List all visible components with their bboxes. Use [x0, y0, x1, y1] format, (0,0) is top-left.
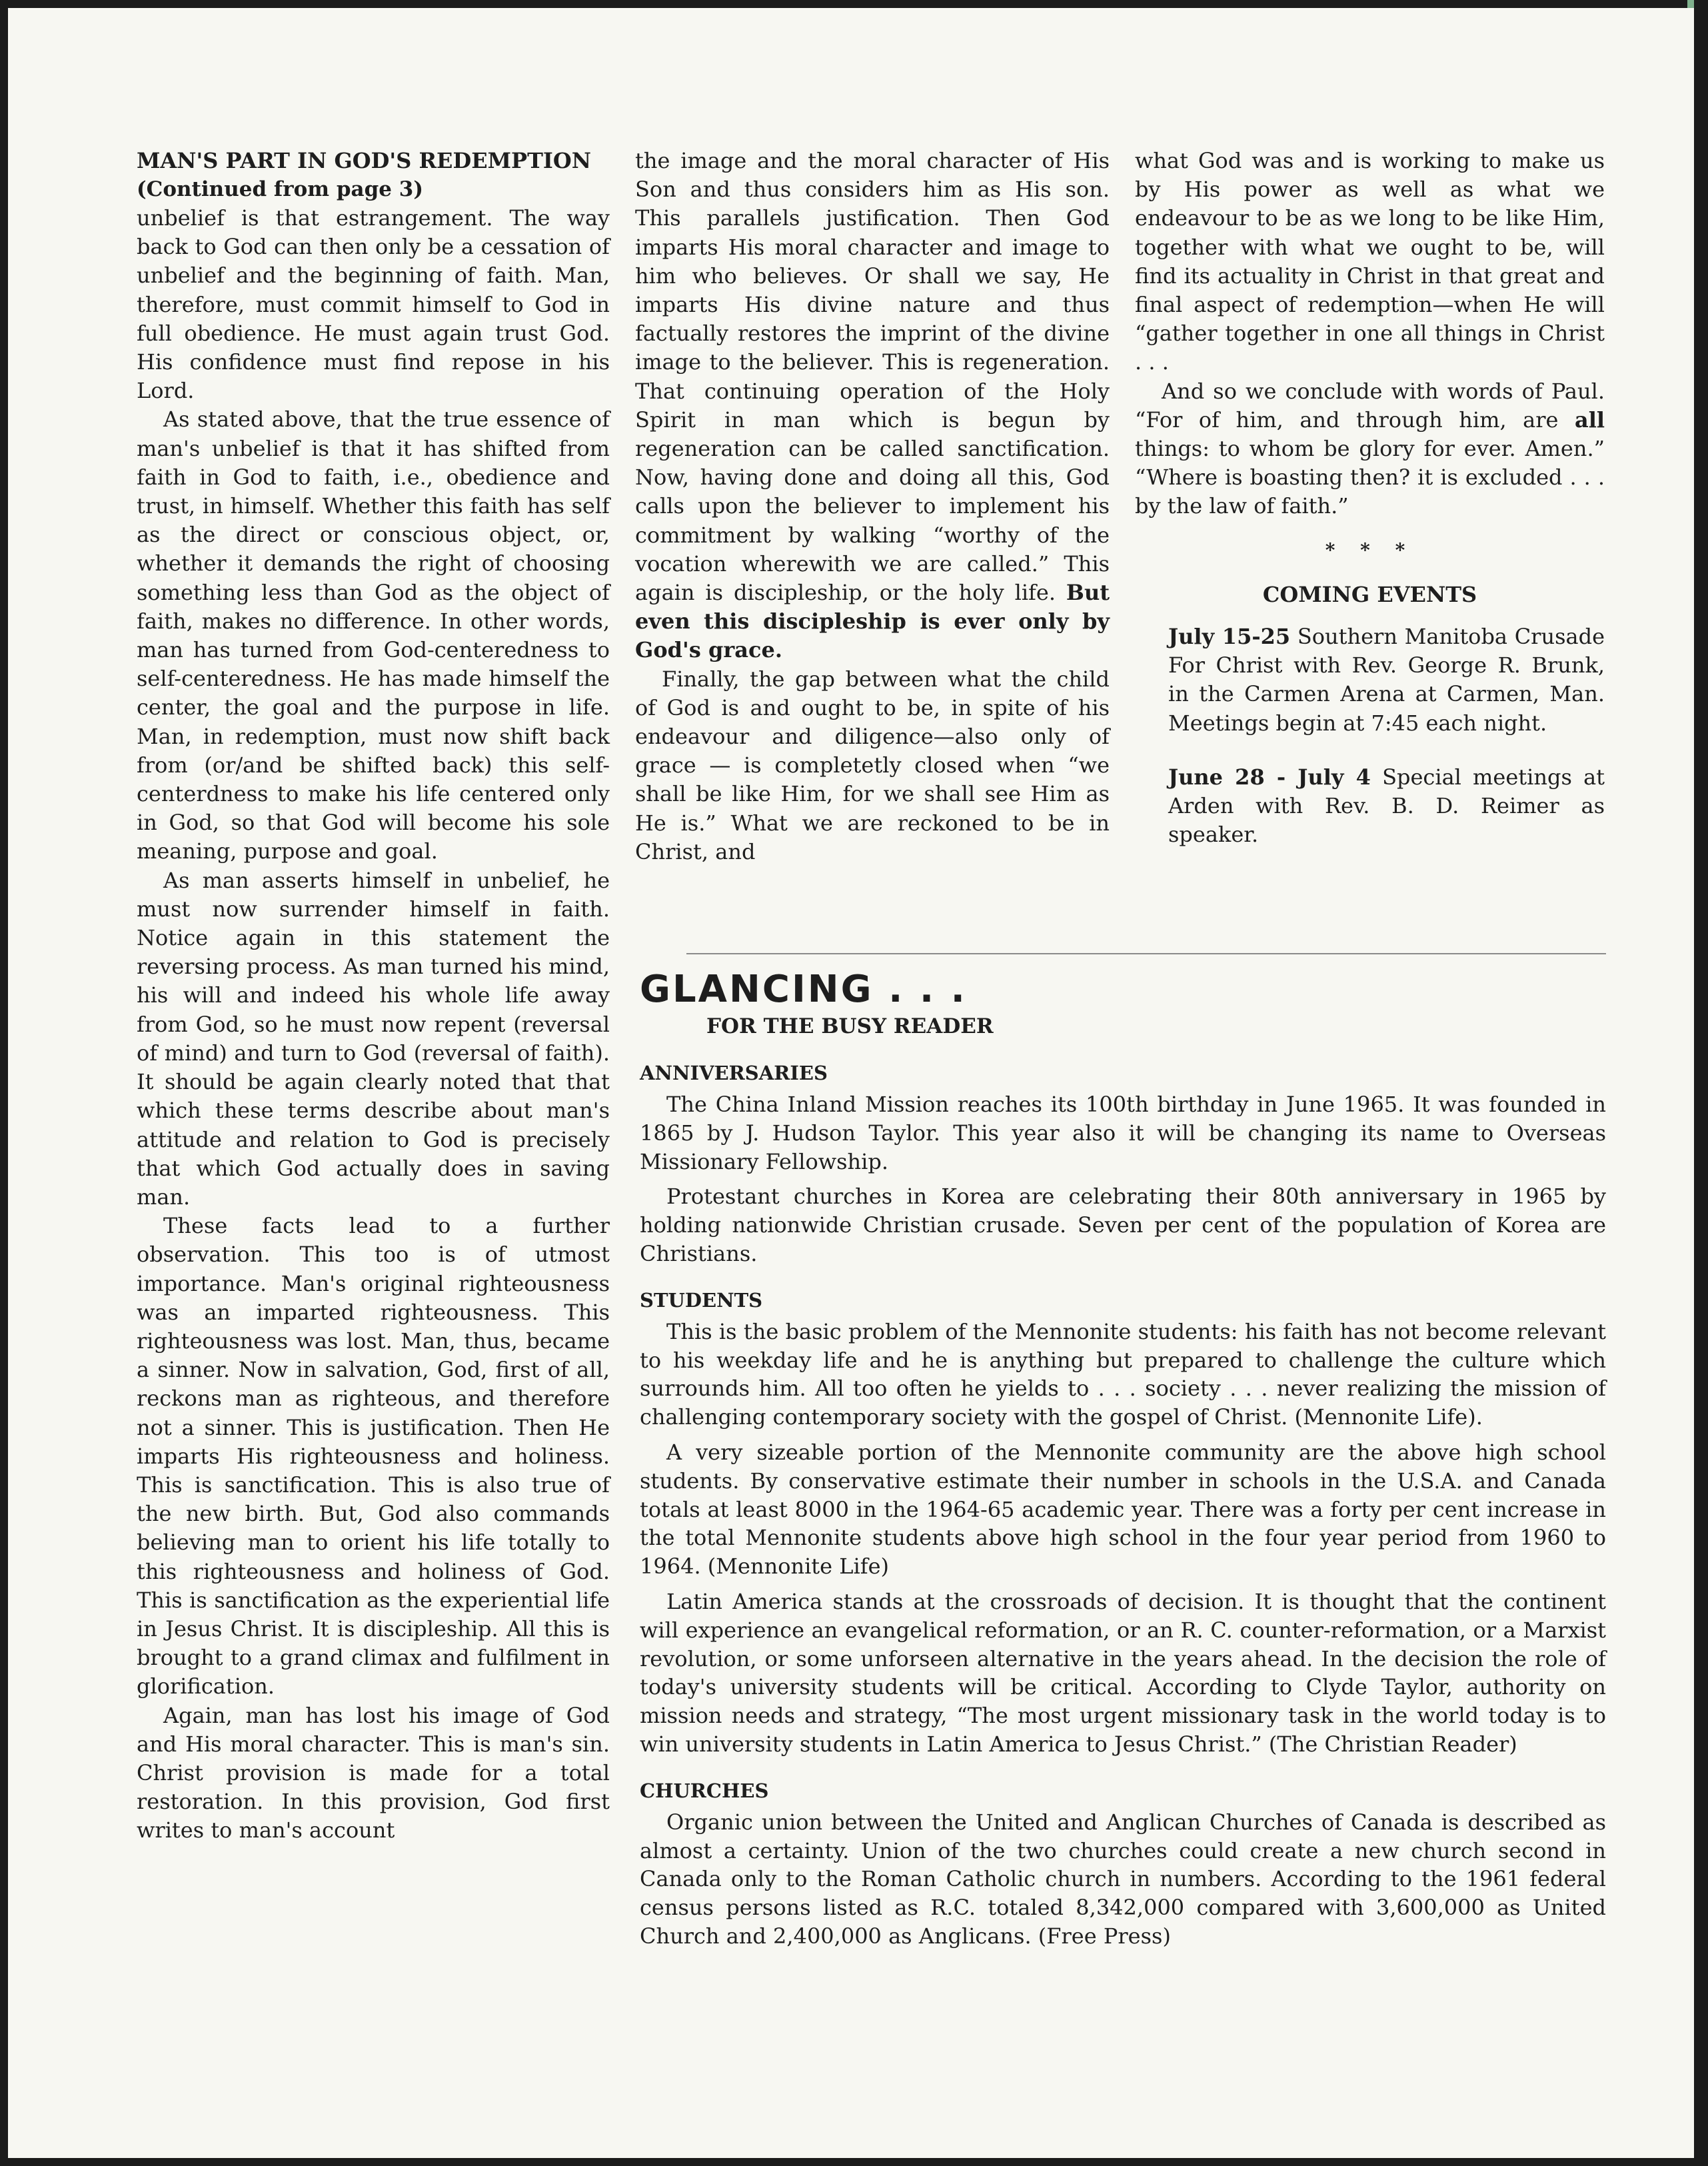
event-text: Special meetings at Arden with Rev. B. D. Reimer as speaker. [1168, 764, 1605, 848]
continued-note: (Continued from page 3) [137, 177, 424, 201]
article-paragraph: As man asserts himself in unbelief, he must now surrender himself in faith. Notice again in this statement the reversing process. As man turned his mind, his will and indeed his whole life away from God, so he must now repent (reversal of mind) and turn to God (reversal of faith). It should be again clearly noted that that which these terms describe about man's attitude and relation to God is precisely that which God actually does in saving man. [137, 867, 610, 1210]
section-paragraph: This is the basic problem of the Mennonite students: his faith has not become relevant to his weekday life and he is anything but prepared to challenge the culture which surrounds him. All too often he yields to . . . society . . . never realizing the mission of challenging contemporary society with the gospel of Christ. (Mennonite Life). [640, 1318, 1606, 1430]
section-paragraph: Latin America stands at the crossroads of decision. It is thought that the continent will experience an evangelical reformation, or an R. C. counter-reformation, or a Marxist revolution, or some unforseen alternative in the years ahead. In the decision the role of today's university students will be critical. According to Clyde Taylor, authority on mission needs and strategy, “The most urgent missionary task in the world today is to win university students in Latin America to Jesus Christ.” (The Christian Reader) [640, 1588, 1606, 1757]
section-paragraph: The China Inland Mission reaches its 100th birthday in June 1965. It was founded in 1865 by J. Hudson Taylor. This year also it will be changing its name to Overseas Missionary Fellowship. [640, 1092, 1606, 1174]
article-column-3 [1135, 147, 1605, 874]
article-emphasis: all [1574, 407, 1605, 433]
article-paragraph: Finally, the gap between what the child of God is and ought to be, in spite of his endeavour and diligence—also only of grace — is completetly closed when “we shall be like Him, for we shall see Him as He is.” What we are reckoned to be in Christ, and [635, 666, 1110, 864]
section-separator: * * * [1325, 539, 1415, 561]
section-heading: ANNIVERSARIES [640, 1062, 828, 1084]
article-paragraph: These facts lead to a further observation. This too is of utmost importance. Man's original righteousness was an imparted righteousness. This righteousness was lost. Man, thus, became a sinner. Now in salvation, God, first of all, reckons man as righteous, and therefore not a sinner. This is justification. Then He imparts His righteousness and holiness. This is sanctification. This is also true of the new birth. But, God also commands believing man to orient his life totally to this righteousness and holiness of God. This is sanctification as the experiential life in Jesus Christ. It is discipleship. All this is brought to a grand climax and fulfilment in glorification. [137, 1213, 610, 1699]
article-emphasis: But even this discipleship is ever only by God's grace. [635, 580, 1110, 663]
article-text: And so we conclude with words of Paul. “For of him, and through him, are [1135, 378, 1605, 433]
section-churches [640, 1777, 1606, 1951]
section-anniversaries [640, 1060, 1606, 1268]
section-students [640, 1287, 1606, 1759]
event-item [1168, 763, 1605, 850]
article-column-2 [635, 147, 1110, 866]
article-paragraph: unbelief is that estrangement. The way back to God can then only be a cessation of unbelief and the beginning of faith. Man, therefore, must commit himself to God in full obedience. He must again trust God. His confidence must find repose in his Lord. [137, 205, 610, 404]
scan-border-top [0, 0, 1708, 8]
article-text: things: to whom be glory for ever. Amen.” “Where is boasting then? it is excluded . . . by the law of faith.” [1135, 436, 1605, 519]
section-heading: STUDENTS [640, 1288, 763, 1312]
article-title: MAN'S PART IN GOD'S REDEMPTION [137, 148, 591, 173]
horizontal-divider [686, 953, 1606, 954]
article-paragraph [1135, 377, 1605, 521]
event-text: Southern Manitoba Crusade For Christ with Rev. George R. Brunk, in the Carmen Arena at Carmen, Man. Meetings begin at 7:45 each night. [1168, 624, 1605, 736]
scan-border-right [1694, 0, 1708, 2166]
article-paragraph: what God was and is working to make us by His power as well as what we endeavour to be as we long to be like Him, together with what we ought to be, will find its actuality in Christ in that great and final aspect of redemption—when He will “gather together in one all things in Christ . . . [1135, 148, 1605, 375]
glancing-subtitle: FOR THE BUSY READER [706, 1014, 994, 1038]
event-item [1168, 622, 1605, 738]
event-date: June 28 - July 4 [1168, 764, 1371, 790]
coming-events-title: COMING EVENTS [1262, 581, 1477, 607]
glancing-title: GLANCING . . . [640, 968, 967, 1011]
article-text: the image and the moral character of His Son and thus considers him as His son. This parallels justification. Then God imparts His moral character and image to him who believes. Or shall we say, He imparts His divine nature and thus factually restores the imprint of the divine image to the believer. This is regeneration. That continuing operation of the Holy Spirit in man which is begun by regeneration can be called sanctification. Now, having done and doing all this, God calls upon the believer to implement his commitment by walking “worthy of the vocation wherewith we are called.” This again is discipleship, or the holy life. [635, 148, 1110, 606]
article-column-1 [137, 147, 610, 1845]
article-paragraph: Again, man has lost his image of God and His moral character. This is man's sin. Christ provision is made for a total restoration. In this provision, God first writes to man's account [137, 1702, 610, 1843]
article-paragraph [635, 147, 1110, 665]
section-paragraph: A very sizeable portion of the Mennonite community are the above high school students. By conservative estimate their number in schools in the U.S.A. and Canada totals at least 8000 in the 1964-65 academic year. There was a forty per cent increase in the total Mennonite students above high school in the four year period from 1960 to 1964. (Mennonite Life) [640, 1439, 1606, 1580]
scan-border-left [0, 0, 8, 2166]
glancing-section [640, 966, 1606, 1957]
section-paragraph: Organic union between the United and Anglican Churches of Canada is described as almost a certainty. Union of the two churches could create a new church second in Canada only to the Roman Catholic church in numbers. According to the 1961 federal census persons listed as R.C. totaled 8,342,000 compared with 3,600,000 as United Church and 2,400,000 as Anglicans. (Free Press) [640, 1809, 1606, 1949]
event-date: July 15-25 [1168, 624, 1291, 650]
section-paragraph: Protestant churches in Korea are celebrating their 80th anniversary in 1965 by holding nationwide Christian crusade. Seven per cent of the population of Korea are Christians. [640, 1184, 1606, 1266]
section-heading: CHURCHES [640, 1779, 769, 1802]
scan-border-bottom [0, 2158, 1708, 2166]
article-paragraph: As stated above, that the true essence of man's unbelief is that it has shifted from faith in God to faith, i.e., obedience and trust, in himself. Whether this faith has self as the direct or conscious object, or, whether it demands the right of choosing something less than God as the object of faith, makes no difference. In other words, man has turned from God-centeredness to self-centeredness. He has made himself the center, the goal and the purpose in life. Man, in redemption, must now shift back from (or/and be shifted back) this self-centerdness to make his life centered only in God, so that God will become his sole meaning, purpose and goal. [137, 407, 610, 864]
